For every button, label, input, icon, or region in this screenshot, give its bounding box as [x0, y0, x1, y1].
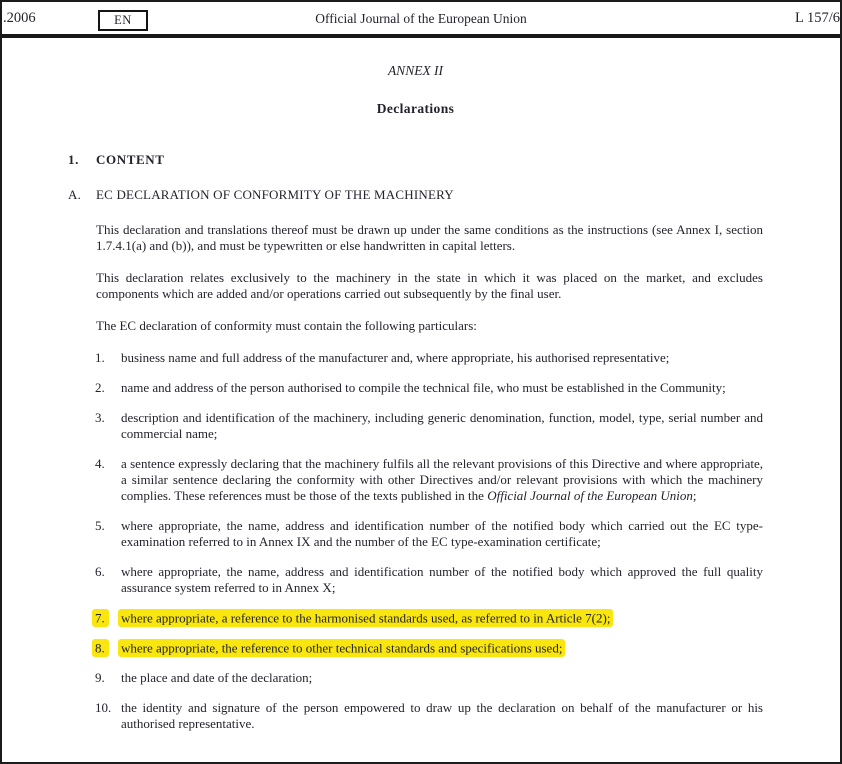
list-item-text: a sentence expressly declaring that the machinery fulfils all the relevant provisions of this Directive and where appropriate, a similar sentence declaring the conformity with other Directives and/or relevant provisions with which the machinery complies. These references must be those of the texts published in the Official Journal of the European Union; — [121, 456, 763, 503]
paragraph: This declaration and translations thereof must be drawn up under the same conditions as the instructions (see Annex I, section 1.7.4.1(a) and (b)), and must be typewritten or else handwritten in capital letters. — [96, 222, 763, 253]
section-a-title: EC DECLARATION OF CONFORMITY OF THE MACHINERY — [96, 187, 454, 202]
section-1-title: CONTENT — [96, 152, 165, 167]
list-item — [95, 380, 763, 396]
list-item — [95, 564, 763, 596]
annex-title: ANNEX II — [387, 63, 444, 78]
list-item-number: 4. — [95, 456, 105, 471]
list-item-number: 8. — [95, 640, 121, 656]
page-reference: L 157/6 — [795, 10, 840, 26]
list-item-number: 2. — [95, 380, 105, 395]
list-item — [95, 610, 763, 626]
journal-title: Official Journal of the European Union — [315, 11, 527, 26]
list-item — [95, 456, 763, 504]
list-item — [95, 700, 763, 732]
section-1-number: 1. — [68, 152, 79, 167]
intro-paragraphs — [68, 222, 763, 334]
section-a-number: A. — [68, 187, 82, 202]
list-item — [95, 670, 763, 686]
annex-subtitle: Declarations — [376, 101, 455, 116]
particulars-list — [95, 350, 763, 732]
list-item-number: 7. — [95, 610, 121, 626]
list-item-text: the place and date of the declaration; — [121, 670, 313, 685]
list-item-text: where appropriate, a reference to the harmonised standards used, as referred to in Article 7(2); — [121, 610, 763, 626]
list-item-number: 6. — [95, 564, 105, 579]
list-item — [95, 410, 763, 442]
list-item-text: name and address of the person authorised to compile the technical file, who must be established in the Community; — [121, 380, 726, 395]
paragraph: The EC declaration of conformity must contain the following particulars: — [96, 318, 477, 333]
list-item-text: business name and full address of the manufacturer and, where appropriate, his authorised representative; — [121, 350, 670, 365]
language-code: EN — [114, 13, 132, 27]
list-item-number: 1. — [95, 350, 105, 365]
section-1-heading — [68, 152, 763, 168]
list-item-number: 10. — [95, 700, 112, 715]
list-item-number: 5. — [95, 518, 105, 533]
header-date: .2006 — [3, 10, 36, 26]
list-item — [95, 640, 763, 656]
document-body — [2, 38, 840, 732]
paragraph: This declaration relates exclusively to the machinery in the state in which it was placed on the market, and excludes components which are added and/or operations carried out subsequently by the final user. — [96, 270, 763, 301]
list-item-text: description and identification of the machinery, including generic denomination, function, model, type, serial number and commercial name; — [121, 410, 763, 441]
list-item-text: the identity and signature of the person empowered to draw up the declaration on behalf of the manufacturer or his authorised representative. — [121, 700, 763, 731]
section-a-heading — [68, 187, 763, 203]
list-item-text: where appropriate, the name, address and identification number of the notified body which carried out the EC type-examination referred to in Annex IX and the number of the EC type-examination certificate; — [121, 518, 763, 549]
list-item — [95, 350, 763, 366]
list-item — [95, 518, 763, 550]
list-item-text: where appropriate, the name, address and identification number of the notified body which approved the full quality assurance system referred to in Annex X; — [121, 564, 763, 595]
page-header — [2, 2, 840, 34]
list-item-number: 3. — [95, 410, 105, 425]
list-item-text: where appropriate, the reference to other technical standards and specifications used; — [121, 640, 763, 656]
list-item-number: 9. — [95, 670, 105, 685]
